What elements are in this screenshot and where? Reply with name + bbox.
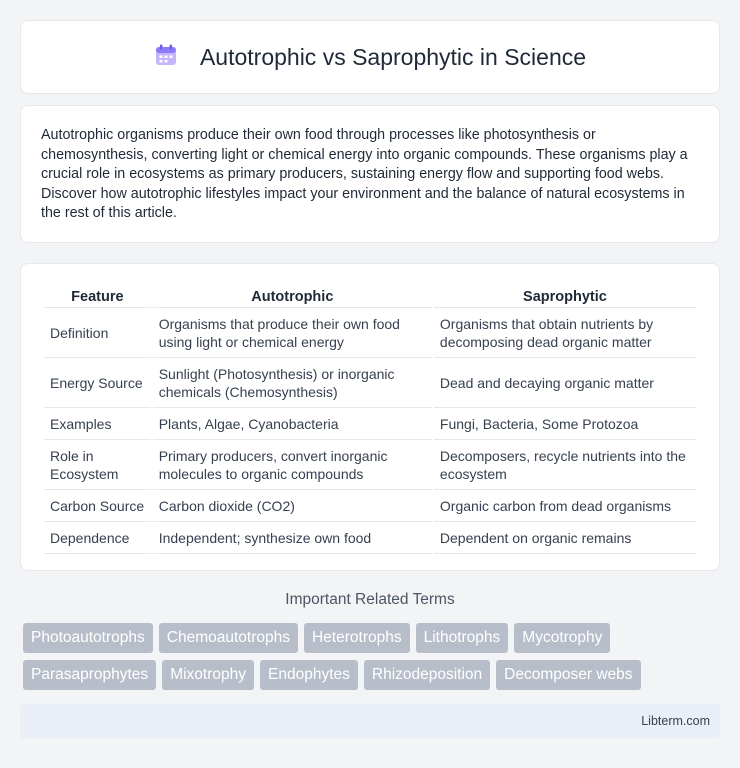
table-cell-autotrophic: Carbon dioxide (CO2): [153, 492, 432, 522]
column-header: Saprophytic: [434, 286, 696, 308]
table-row: [44, 524, 696, 554]
tag-photoautotrophs[interactable]: Photoautotrophs: [23, 623, 153, 653]
table-cell-autotrophic: Independent; synthesize own food: [153, 524, 432, 554]
table-row: [44, 410, 696, 440]
tag-heterotrophs[interactable]: Heterotrophs: [304, 623, 410, 653]
tag-lithotrophs[interactable]: Lithotrophs: [416, 623, 509, 653]
tag-mixotrophy[interactable]: Mixotrophy: [162, 660, 254, 690]
table-cell-saprophytic: Organisms that obtain nutrients by decomposing dead organic matter: [434, 310, 696, 358]
table-row: [44, 492, 696, 522]
tag-endophytes[interactable]: Endophytes: [260, 660, 358, 690]
intro-text: Autotrophic organisms produce their own food through processes like photosynthesis or chemosynthesis, converting light or chemical energy into organic compounds. These organisms play a crucial role in ecosystems as primary producers, sustaining energy flow and supporting food webs. Discover how autotrophic lifestyles impact your environment and the balance of natural ecosystems in the rest of this article.: [41, 127, 688, 222]
table-cell-autotrophic: Sunlight (Photosynthesis) or inorganic chemicals (Chemosynthesis): [153, 360, 432, 408]
comparison-table: [42, 284, 698, 556]
tag-mycotrophy[interactable]: Mycotrophy: [514, 623, 610, 653]
comparison-table-card: [20, 263, 720, 571]
table-cell-feature: Dependence: [44, 524, 151, 554]
title-wrap: [154, 43, 586, 72]
table-cell-autotrophic: Plants, Algae, Cyanobacteria: [153, 410, 432, 440]
page-title: Autotrophic vs Saprophytic in Science: [199, 43, 587, 70]
table-cell-saprophytic: Fungi, Bacteria, Some Protozoa: [434, 410, 696, 440]
table-row: [44, 360, 696, 408]
intro-card: [20, 105, 720, 243]
table-cell-autotrophic: Primary producers, convert inorganic molecules to organic compounds: [153, 442, 432, 490]
column-header: Autotrophic: [153, 286, 432, 308]
table-cell-feature: Definition: [44, 310, 151, 358]
column-header: Feature: [44, 286, 151, 308]
calendar-icon: [154, 43, 178, 72]
table-cell-autotrophic: Organisms that produce their own food using light or chemical energy: [153, 310, 432, 358]
table-cell-feature: Carbon Source: [44, 492, 151, 522]
table-row: [44, 442, 696, 490]
tag-chemoautotrophs[interactable]: Chemoautotrophs: [159, 623, 298, 653]
related-terms-list: [23, 623, 723, 690]
table-row: [44, 310, 696, 358]
table-cell-feature: Examples: [44, 410, 151, 440]
footer-brand-link[interactable]: Libterm.com: [641, 714, 710, 728]
tag-decomposer-webs[interactable]: Decomposer webs: [496, 660, 640, 690]
table-cell-saprophytic: Decomposers, recycle nutrients into the ecosystem: [434, 442, 696, 490]
table-header-row: [44, 286, 696, 308]
table-cell-saprophytic: Dependent on organic remains: [434, 524, 696, 554]
footer: [20, 704, 720, 738]
header-card: [20, 20, 720, 94]
table-cell-feature: Energy Source: [44, 360, 151, 408]
table-cell-saprophytic: Dead and decaying organic matter: [434, 360, 696, 408]
table-cell-saprophytic: Organic carbon from dead organisms: [434, 492, 696, 522]
table-cell-feature: Role in Ecosystem: [44, 442, 151, 490]
tag-parasaprophytes[interactable]: Parasaprophytes: [23, 660, 156, 690]
tag-rhizodeposition[interactable]: Rhizodeposition: [364, 660, 490, 690]
related-terms-title: Important Related Terms: [285, 591, 455, 608]
